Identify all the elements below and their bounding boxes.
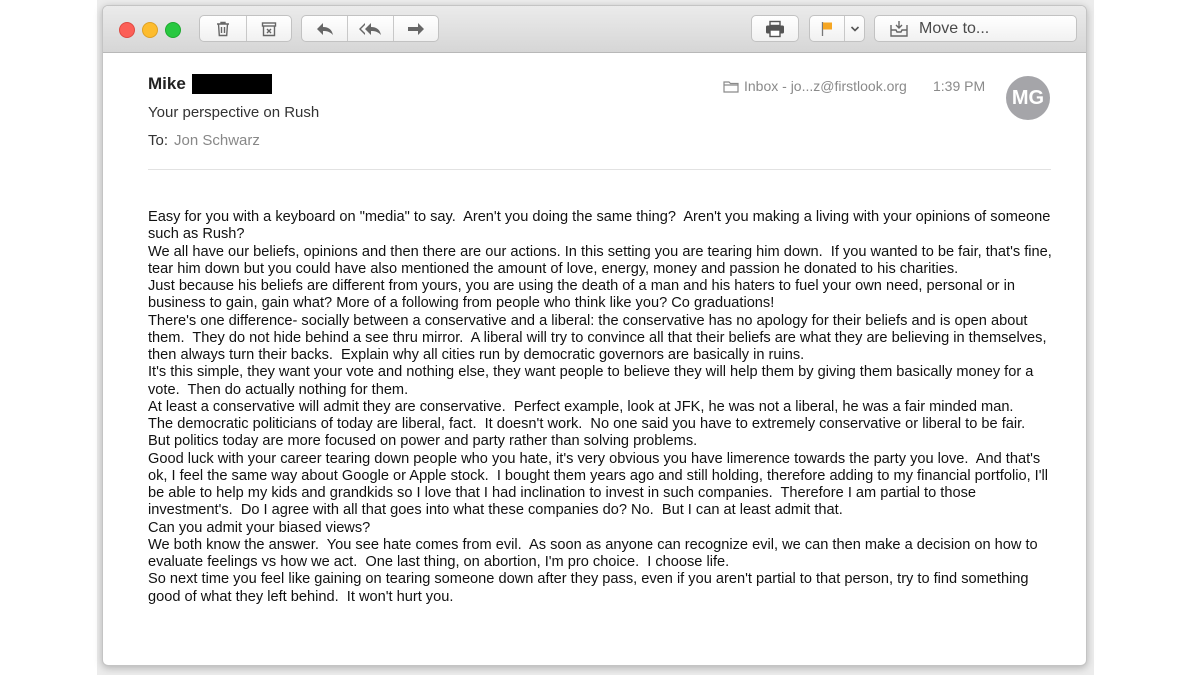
printer-icon — [764, 20, 786, 38]
body-paragraph: So next time you feel like gaining on tearing someone down after they pass, even if you aren't partial to that person, try to find something good of what they left behind. It won't hurt you. — [148, 571, 1033, 605]
mailbox-info — [723, 78, 907, 94]
body-paragraph: There's one difference- socially between a conservative and a liberal: the conservative has no apology for their beliefs and is open about them. They do not hide behind a see thru mirror. A liberal will try to convince all that their beliefs are what they are believing in themselves, then always turn their backs. Explain why all cities run by democratic governors are basically in ruins. — [148, 312, 1051, 363]
archive-button[interactable] — [246, 16, 292, 41]
flag-icon — [820, 21, 834, 37]
avatar[interactable]: MG — [1006, 76, 1050, 120]
maximize-window-button[interactable] — [165, 22, 181, 38]
forward-icon — [405, 20, 427, 38]
body-paragraph: It's this simple, they want your vote and nothing else, they want people to believe they will help them by giving them basically money for a vote. Then do actually nothing for them. — [148, 364, 1038, 398]
move-to-icon — [889, 20, 909, 38]
body-paragraph: Can you admit your biased views? — [148, 519, 371, 536]
minimize-window-button[interactable] — [142, 22, 158, 38]
forward-button[interactable] — [393, 16, 438, 41]
body-paragraph: We both know the answer. You see hate comes from evil. As soon as anyone can recognize evil, we can then make a decision on how to evaluate feelings vs how we act. One last thing, on abortion, I'm pro choice. I choose life. — [148, 536, 1042, 570]
archive-icon — [260, 20, 278, 38]
toolbar — [103, 6, 1086, 53]
reply-all-button[interactable] — [347, 16, 392, 41]
move-group — [874, 15, 1077, 42]
redaction-bar — [192, 74, 272, 94]
mailbox-label: Inbox - jo...z@firstlook.org — [744, 78, 907, 94]
body-paragraph: Good luck with your career tearing down people who you hate, it's very obvious you have limerence towards the party you love. And that's ok, I feel the same way about Google or Apple stock. I bought them years ago and still holding, therefore adding to my financial portfolio, I'll be able to help my kids and grandkids so I love that I had inclination to invest in such companies. Therefore I am partial to those investment's. Do I agree with all that goes into what these companies do? No. But I can at least admit that. — [148, 450, 1053, 519]
recipient-line — [148, 132, 260, 149]
body-paragraph: But politics today are more focused on power and party rather than solving problems. — [148, 433, 698, 450]
to-label: To: — [148, 132, 169, 149]
message-subject: Your perspective on Rush — [148, 104, 320, 121]
reply-icon — [314, 20, 336, 38]
delete-button[interactable] — [200, 16, 246, 41]
delete-archive-group — [199, 15, 292, 42]
folder-icon — [723, 80, 739, 93]
print-group — [751, 15, 799, 42]
header-divider — [148, 169, 1051, 170]
reply-button[interactable] — [302, 16, 347, 41]
flag-button[interactable] — [810, 16, 844, 41]
recipient-name[interactable]: Jon Schwarz — [174, 132, 260, 149]
message-body — [148, 209, 1058, 606]
body-paragraph: Easy for you with a keyboard on "media" to say. Aren't you doing the same thing? Aren't you making a living with your opinions of someone such as Rush? — [148, 209, 1055, 243]
body-paragraph: At least a conservative will admit they are conservative. Perfect example, look at JFK, he was not a liberal, he was a fair minded man. — [148, 398, 1014, 415]
close-window-button[interactable] — [119, 22, 135, 38]
mail-window — [102, 5, 1087, 666]
message-time: 1:39 PM — [933, 78, 986, 94]
flag-menu-button[interactable] — [844, 16, 864, 41]
move-to-label: Move to... — [919, 19, 990, 37]
print-button[interactable] — [752, 16, 798, 41]
body-paragraph: The democratic politicians of today are liberal, fact. It doesn't work. No one said you have to extremely conservative or liberal to be fair. — [148, 416, 1026, 432]
move-to-button[interactable] — [875, 16, 1076, 41]
flag-group — [809, 15, 865, 42]
body-paragraph: Just because his beliefs are different from yours, you are using the death of a man and his haters to fuel your own need, personal or in business to gain, gain what? More of a following from people who think like you? Co graduations! — [148, 278, 1020, 312]
reply-group — [301, 15, 439, 42]
sender-name: Mike — [148, 74, 186, 93]
reply-all-icon — [358, 20, 384, 38]
body-paragraph: We all have our beliefs, opinions and then there are our actions. In this setting you are tearing him down. If you wanted to be fair, that's fine, tear him down but you could have also mentioned the amount of love, energy, money and passion he donated to his charities. — [148, 243, 1056, 277]
sender — [148, 74, 272, 94]
trash-icon — [214, 20, 232, 38]
chevron-down-icon — [850, 25, 860, 33]
